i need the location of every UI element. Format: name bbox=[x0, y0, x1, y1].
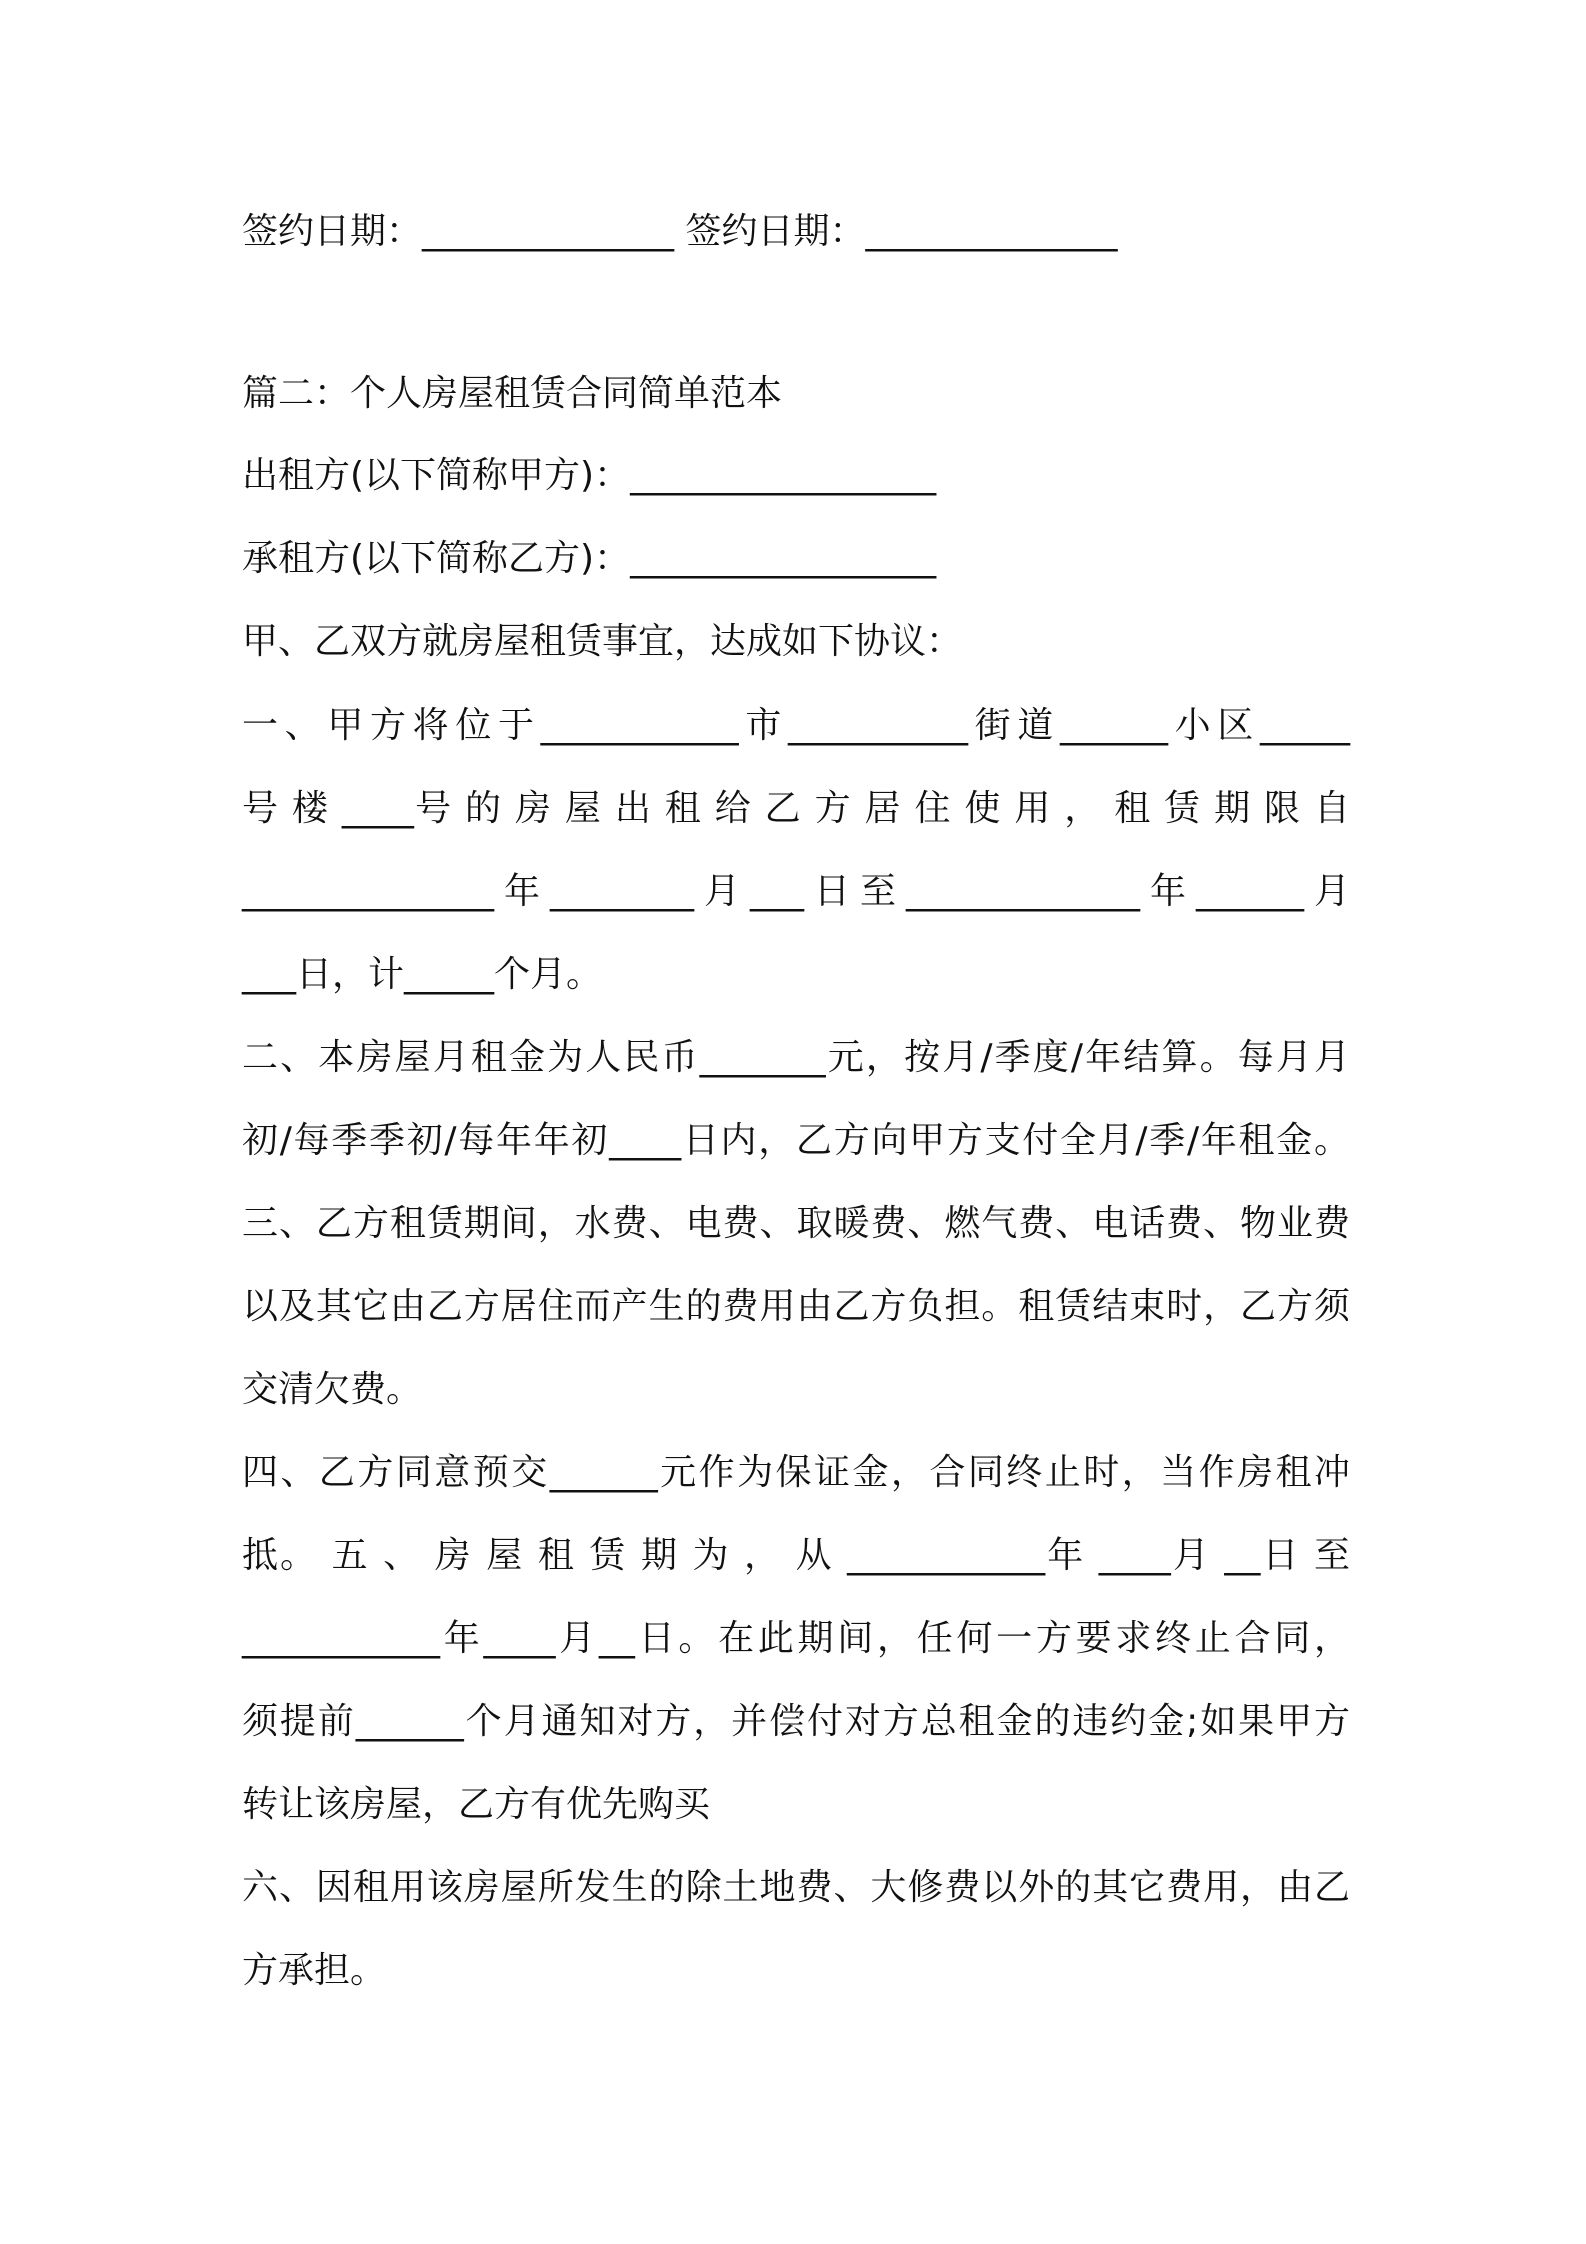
clause-4-line-2: 抵。 五 、 房 屋 租 赁 期 为 ， 从 ___________年 ____月 __日 至 bbox=[242, 1535, 1350, 1576]
clause-6-line-1: 六、因租用该房屋所发生的除土地费、大修费以外的其它费用，由乙 bbox=[242, 1867, 1350, 1908]
clause-6-line-2: 方承担。 bbox=[242, 1950, 387, 1991]
clause-5-line-2: 须提前______个月通知对方，并偿付对方总租金的违约金;如果甲方 bbox=[242, 1701, 1350, 1742]
clause-2-line-2: 初/每季季初/每年年初____日内，乙方向甲方支付全月/季/年租金。 bbox=[242, 1120, 1350, 1161]
clause-1-line-1: 一、甲方将位于___________市__________街道______小区_____ bbox=[242, 705, 1350, 746]
section-title: 篇二：个人房屋租赁合同简单范本 bbox=[242, 373, 783, 414]
clause-5-line-1: ___________年____月__日。在此期间，任何一方要求终止合同， bbox=[242, 1618, 1350, 1659]
lessor-line: 出租方(以下简称甲方)：_________________ bbox=[242, 455, 937, 496]
clause-5-line-3: 转让该房屋，乙方有优先购买 bbox=[242, 1784, 711, 1825]
clause-3-line-1: 三、乙方租赁期间，水费、电费、取暖费、燃气费、电话费、物业费 bbox=[242, 1203, 1350, 1244]
clause-2-line-1: 二、本房屋月租金为人民币_______元，按月/季度/年结算。每月月 bbox=[242, 1037, 1350, 1078]
lessee-line: 承租方(以下简称乙方)：_________________ bbox=[242, 538, 937, 579]
clause-4-line-1: 四、乙方同意预交______元作为保证金，合同终止时，当作房租冲 bbox=[242, 1452, 1350, 1493]
signing-date-line: 签约日期：______________ 签约日期：______________ bbox=[242, 211, 1118, 252]
clause-1-line-4: ___日，计_____个月。 bbox=[242, 954, 603, 995]
clause-3-line-3: 交清欠费。 bbox=[242, 1369, 423, 1410]
clause-3-line-2: 以及其它由乙方居住而产生的费用由乙方负担。租赁结束时，乙方须 bbox=[242, 1286, 1350, 1327]
agreement-intro: 甲、乙双方就房屋租赁事宜，达成如下协议： bbox=[242, 621, 963, 662]
clause-1-line-3: ______________年________月___日至_____________年______月 bbox=[242, 871, 1350, 912]
clause-1-line-2: 号 楼 ____号 的 房 屋 出 租 给 乙 方 居 住 使 用 ， 租 赁 期 限 自 bbox=[242, 788, 1350, 829]
